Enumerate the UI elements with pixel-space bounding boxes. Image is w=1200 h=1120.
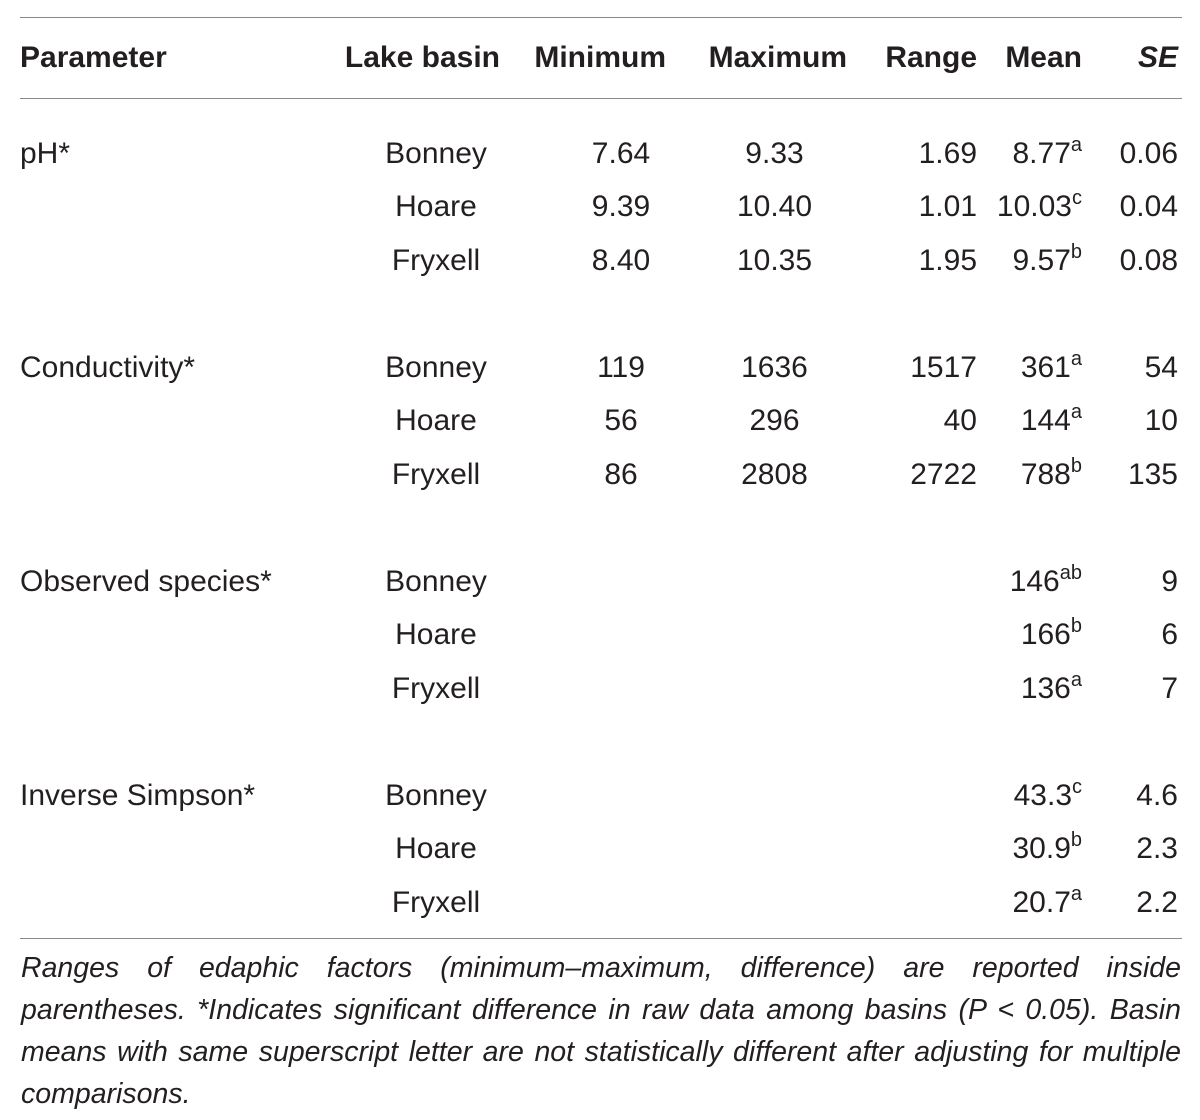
mean-value: 146 [1009, 564, 1060, 598]
minimum-cell [512, 555, 666, 609]
header-row [20, 18, 1182, 99]
maximum-cell [666, 555, 847, 609]
mean-value: 10.03 [996, 190, 1072, 224]
mean-superscript: a [1070, 347, 1082, 370]
range-cell: 1.95 [918, 243, 977, 277]
minimum-cell: 119 [597, 350, 645, 384]
table-row [20, 99, 1182, 181]
header-minimum: Minimum [534, 41, 666, 74]
se-cell: 4.6 [1136, 778, 1178, 812]
maximum-cell: 9.33 [745, 136, 804, 170]
range-cell: 2722 [910, 457, 977, 491]
parameter-cell [20, 395, 320, 449]
lake-basin-cell: Hoare [395, 190, 477, 224]
maximum-cell [666, 769, 847, 823]
range-cell [847, 609, 977, 663]
lake-basin-cell: Hoare [395, 832, 477, 866]
table-row [20, 448, 1182, 502]
range-cell [847, 769, 977, 823]
minimum-cell: 56 [604, 404, 638, 438]
header-se: SE [1137, 41, 1178, 74]
parameter-cell [20, 876, 320, 938]
range-cell: 1.69 [918, 136, 977, 170]
group-spacer [20, 288, 1182, 342]
header-parameter: Parameter [20, 41, 167, 74]
maximum-cell [666, 876, 847, 938]
mean-cell [977, 609, 1086, 663]
table-row [20, 769, 1182, 823]
parameter-cell: Observed species* [20, 564, 272, 598]
range-cell: 1517 [910, 350, 977, 384]
table-row [20, 876, 1182, 938]
lake-basin-cell: Bonney [385, 350, 487, 384]
parameter-cell [20, 662, 320, 716]
mean-superscript: a [1070, 133, 1082, 156]
table-row [20, 609, 1182, 663]
table-container [20, 17, 1182, 1116]
se-cell: 54 [1144, 350, 1178, 384]
mean-value: 361 [1020, 350, 1071, 384]
header-mean: Mean [1005, 41, 1082, 74]
mean-cell [977, 876, 1086, 938]
maximum-cell: 1636 [741, 350, 808, 384]
se-cell: 6 [1161, 618, 1178, 652]
maximum-cell: 296 [749, 404, 800, 438]
maximum-cell [666, 823, 847, 877]
maximum-cell: 10.40 [736, 190, 813, 224]
se-cell: 2.2 [1136, 885, 1178, 919]
mean-superscript: b [1070, 615, 1082, 638]
mean-cell [977, 395, 1086, 449]
minimum-cell [512, 769, 666, 823]
mean-cell [977, 234, 1086, 288]
parameter-cell [20, 823, 320, 877]
table-row [20, 395, 1182, 449]
mean-value: 788 [1020, 457, 1071, 491]
range-cell [847, 555, 977, 609]
se-cell: 0.06 [1119, 136, 1178, 170]
range-cell: 40 [943, 404, 977, 438]
table-footnote: Ranges of edaphic factors (minimum–maximum, difference) are reported inside parentheses. *Indicates significant difference in raw data among basins (P < 0.05). Basin means with same superscript letter are not statistically different after adjusting for multiple comparisons. [20, 938, 1182, 1116]
mean-cell [977, 662, 1086, 716]
mean-value: 166 [1020, 618, 1071, 652]
header-maximum: Maximum [708, 41, 847, 74]
lake-basin-cell: Hoare [395, 404, 477, 438]
table-row [20, 181, 1182, 235]
lake-basin-cell: Hoare [395, 618, 477, 652]
minimum-cell: 9.39 [591, 190, 651, 224]
mean-value: 9.57 [1012, 243, 1071, 277]
minimum-cell: 8.40 [591, 243, 651, 277]
mean-value: 20.7 [1012, 885, 1071, 919]
lake-basin-cell: Fryxell [391, 671, 481, 705]
maximum-cell: 2808 [741, 457, 808, 491]
se-cell: 0.08 [1119, 243, 1178, 277]
mean-cell [977, 181, 1086, 235]
parameter-cell: Inverse Simpson* [20, 778, 256, 812]
maximum-cell: 10.35 [736, 243, 813, 277]
header-range: Range [885, 41, 977, 74]
parameter-cell [20, 181, 320, 235]
mean-cell [977, 769, 1086, 823]
maximum-cell [666, 609, 847, 663]
mean-value: 144 [1020, 404, 1071, 438]
se-cell: 9 [1161, 564, 1178, 598]
minimum-cell: 7.64 [591, 136, 651, 170]
mean-superscript: c [1072, 775, 1082, 798]
data-table [20, 17, 1182, 1116]
mean-value: 136 [1020, 671, 1071, 705]
parameter-cell [20, 448, 320, 502]
group-spacer [20, 502, 1182, 556]
lake-basin-cell: Fryxell [391, 243, 481, 277]
minimum-cell [512, 823, 666, 877]
parameter-cell: pH* [20, 136, 71, 170]
se-cell: 10 [1144, 404, 1178, 438]
mean-superscript: b [1070, 454, 1082, 477]
range-cell [847, 823, 977, 877]
table-body [20, 99, 1182, 939]
mean-cell [977, 448, 1086, 502]
lake-basin-cell: Fryxell [391, 457, 481, 491]
table-row [20, 341, 1182, 395]
mean-superscript: b [1070, 829, 1082, 852]
table-row [20, 823, 1182, 877]
se-cell: 0.04 [1119, 190, 1178, 224]
parameter-cell: Conductivity* [20, 350, 196, 384]
mean-superscript: a [1070, 668, 1082, 691]
mean-value: 43.3 [1013, 778, 1072, 812]
se-cell: 7 [1161, 671, 1178, 705]
range-cell [847, 876, 977, 938]
lake-basin-cell: Fryxell [391, 885, 481, 919]
lake-basin-cell: Bonney [385, 778, 487, 812]
lake-basin-cell: Bonney [385, 136, 487, 170]
table-row [20, 234, 1182, 288]
lake-basin-cell: Bonney [385, 564, 487, 598]
se-cell: 135 [1127, 457, 1178, 491]
table-row [20, 662, 1182, 716]
minimum-cell [512, 876, 666, 938]
footnote-row [20, 938, 1182, 1116]
se-cell: 2.3 [1136, 832, 1178, 866]
table-row [20, 555, 1182, 609]
mean-superscript: c [1072, 187, 1082, 210]
mean-superscript: a [1070, 401, 1082, 424]
minimum-cell: 86 [604, 457, 638, 491]
header-lake-basin: Lake basin [344, 41, 500, 74]
mean-superscript: b [1070, 240, 1082, 263]
maximum-cell [666, 662, 847, 716]
minimum-cell [512, 609, 666, 663]
mean-cell [977, 99, 1086, 181]
range-cell: 1.01 [918, 190, 977, 224]
group-spacer [20, 716, 1182, 770]
mean-cell [977, 341, 1086, 395]
mean-superscript: ab [1059, 561, 1082, 584]
mean-superscript: a [1070, 882, 1082, 905]
range-cell [847, 662, 977, 716]
parameter-cell [20, 234, 320, 288]
mean-value: 8.77 [1012, 136, 1071, 170]
mean-cell [977, 823, 1086, 877]
mean-cell [977, 555, 1086, 609]
minimum-cell [512, 662, 666, 716]
mean-value: 30.9 [1012, 832, 1071, 866]
parameter-cell [20, 609, 320, 663]
